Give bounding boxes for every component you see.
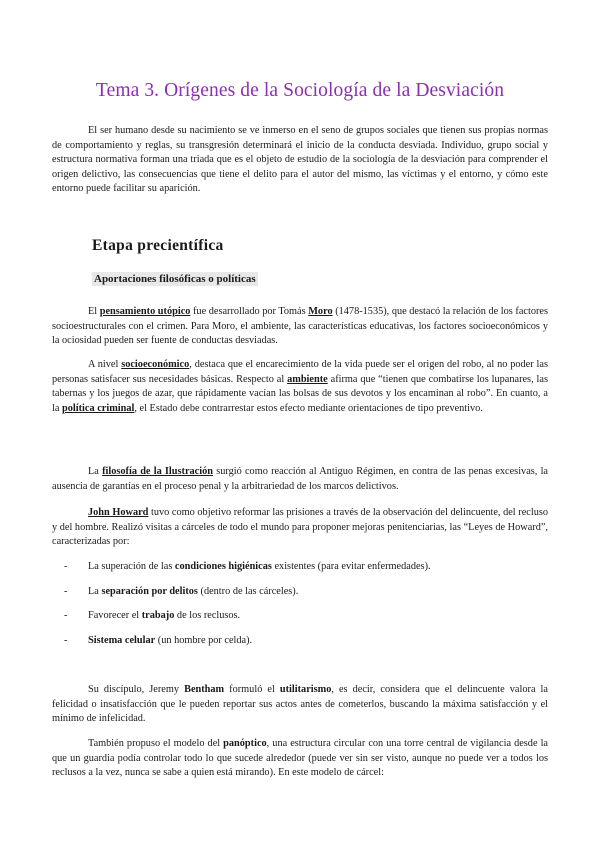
keyword-sistema-celular: Sistema celular: [88, 635, 156, 646]
keyword-panoptico: panóptico: [223, 738, 267, 749]
subsection-heading: Aportaciones filosóficas o políticas: [94, 273, 256, 285]
keyword-pensamiento-utopico: pensamiento utópico: [99, 306, 191, 317]
keyword-ambiente: ambiente: [287, 373, 328, 385]
paragraph-socioeconomico: A nivel socioeconómico, destaca que el encarecimiento de la vida puede ser el origen del robo, al no poder las personas satisfacer sus necesidades básicas. Respecto al ambiente afirma que “tienen que combatirse los lupanares, las tabernas y los juegos de azar, que rápidamente vacían las bolsas de sus devotos y los encaminan al robo”. En cuanto, a la política criminal, el Estado debe contrarrestar estos efecto mediante orientaciones de tipo preventivo.: [52, 359, 548, 414]
page-title: Tema 3. Orígenes de la Sociología de la Desviación: [95, 80, 505, 101]
keyword-filosofia-ilustracion: filosofía de la Ilustración: [102, 466, 213, 477]
keyword-trabajo: trabajo: [141, 610, 175, 621]
keyword-separacion-delitos: separación por delitos: [101, 586, 198, 597]
paragraph-howard: John Howard tuvo como objetivo reformar las prisiones a través de la observación del delincuente, del recluso y del hombre. Realizó visitas a cárceles de todo el mundo para proponer mejoras penitenciarias, las “Leyes de Howard”, caracterizadas por:: [52, 507, 549, 548]
section-heading: Etapa precientífica: [92, 237, 224, 254]
keyword-politica-criminal: política criminal: [62, 402, 135, 414]
keyword-condiciones-higienicas: condiciones higiénicas: [174, 561, 272, 572]
paragraph-utopico: El pensamiento utópico fue desarrollado por Tomás Moro (1478-1535), que destacó la relación de los factores socioestructurales con el crimen. Para Moro, el ambiente, las características educativas, los factores socioeconómicos y la ociosidad pueden ser fuente de conductas desviadas.: [52, 306, 548, 347]
keyword-moro: Moro: [308, 306, 333, 317]
keyword-socioeconomico: socioeconómico: [121, 359, 190, 370]
keyword-bentham: Bentham: [184, 684, 225, 695]
intro-paragraph: El ser humano desde su nacimiento se ve inmerso en el seno de grupos sociales que tienen sus propias normas de comportamiento y reglas, su transgresión determinará el inicio de la conducta desviada. Individuo, grupo social y estructura normativa forman una triada que es el objeto de estudio de la sociología de la desviación para comprender el origen delictivo, las consecuencias que tiene el delito para el autor del mismo, las víctimas y el entorno, y cómo este entorno puede facilitar su aparición.: [52, 125, 548, 195]
paragraph-ilustracion: La filosofía de la Ilustración surgió como reacción al Antiguo Régimen, en contra de las penas excesivas, la ausencia de garantías en el proceso penal y la arbitrariedad de los marcos delictivos.: [52, 466, 548, 492]
paragraph-bentham: Su discípulo, Jeremy Bentham formuló el utilitarismo, es decir, considera que el delincuente valora la felicidad o insatisfacción que le pueden reportar sus actos antes de cometerlos, buscando la máxima satisfacción y el mínimo de infelicidad.: [52, 684, 548, 725]
keyword-utilitarismo: utilitarismo: [279, 684, 332, 695]
document-page: Tema 3. Orígenes de la Sociología de la Desviación El ser humano desde su nacimiento se ve inmerso en el seno de grupos sociales que tienen sus propias normas de comportamiento y reglas, su transgresión determinará el inicio de la conducta desviada. Individuo, grupo social y estructura normativa forman una triada que es el objeto de estudio de la sociología de la desviación para comprender el origen delictivo, las consecuencias que tiene el delito para el autor del mismo, las víctimas y el entorno, y cómo este entorno puede facilitar su aparición. Etapa precientífica Aportaciones filosóficas o políticas El pensamiento utópico fue desarrollado por Tomás Moro (1478-1535), que destacó la relación de los factores socioestructurales con el crimen. Para Moro, el ambiente, las características educativas, los factores socioeconómicos y la ociosidad pueden ser fuente de conductas desviadas. A nivel socioeconómico, destaca que el encarecimiento de la vida puede ser el origen del robo, al no poder las personas satisfacer sus necesidades básicas. Respecto al ambiente afirma que “tienen que combatirse los lupanares, las tabernas y los juegos de azar, que rápidamente vacían las bolsas de sus devotos y los encaminan al robo”. En cuanto, a la política criminal, el Estado debe contrarrestar estos efecto mediante orientaciones de tipo preventivo. La filosofía de la Ilustración surgió como reacción al Antiguo Régimen, en contra de las penas excesivas, la ausencia de garantías en el proceso penal y la arbitrariedad de los marcos delictivos. John Howard tuvo como objetivo reformar las prisiones a través de la observación del delincuente, del recluso y del hombre. Realizó visitas a cárceles de todo el mundo para proponer mejoras penitenciarias, las “Leyes de Howard”, caracterizadas por: - La superación de las condiciones higiénicas existentes (para evitar enfermedades). - La separación por delitos (dentro de las cárceles). - Favorecer el trabajo de los reclusos. - Sistema celular (un hombre por celda). Su discípulo, Jeremy Bentham formuló el utilitarismo, es decir, considera que el delincuente valora la felicidad o insatisfacción que le pueden reportar sus actos antes de cometerlos, buscando la máxima satisfacción y el mínimo de infelicidad. También propuso el modelo del panóptico, una estructura circular con una torre central de vigilancia desde la que un guardia podía controlar todo lo que sucede alrededor (puede ver sin ser visto, aunque no puede ver a todos los reclusos a la vez, nunca se sabe a quien está mirando). En este modelo de cárcel:: [0, 0, 600, 848]
paragraph-panoptico: También propuso el modelo del panóptico, una estructura circular con una torre central de vigilancia desde la que un guardia podía controlar todo lo que sucede alrededor (puede ver sin ser visto, aunque no puede ver a todos los reclusos a la vez, nunca se sabe a quien está mirando). En este modelo de cárcel:: [52, 738, 548, 779]
keyword-john-howard: John Howard: [88, 507, 149, 518]
